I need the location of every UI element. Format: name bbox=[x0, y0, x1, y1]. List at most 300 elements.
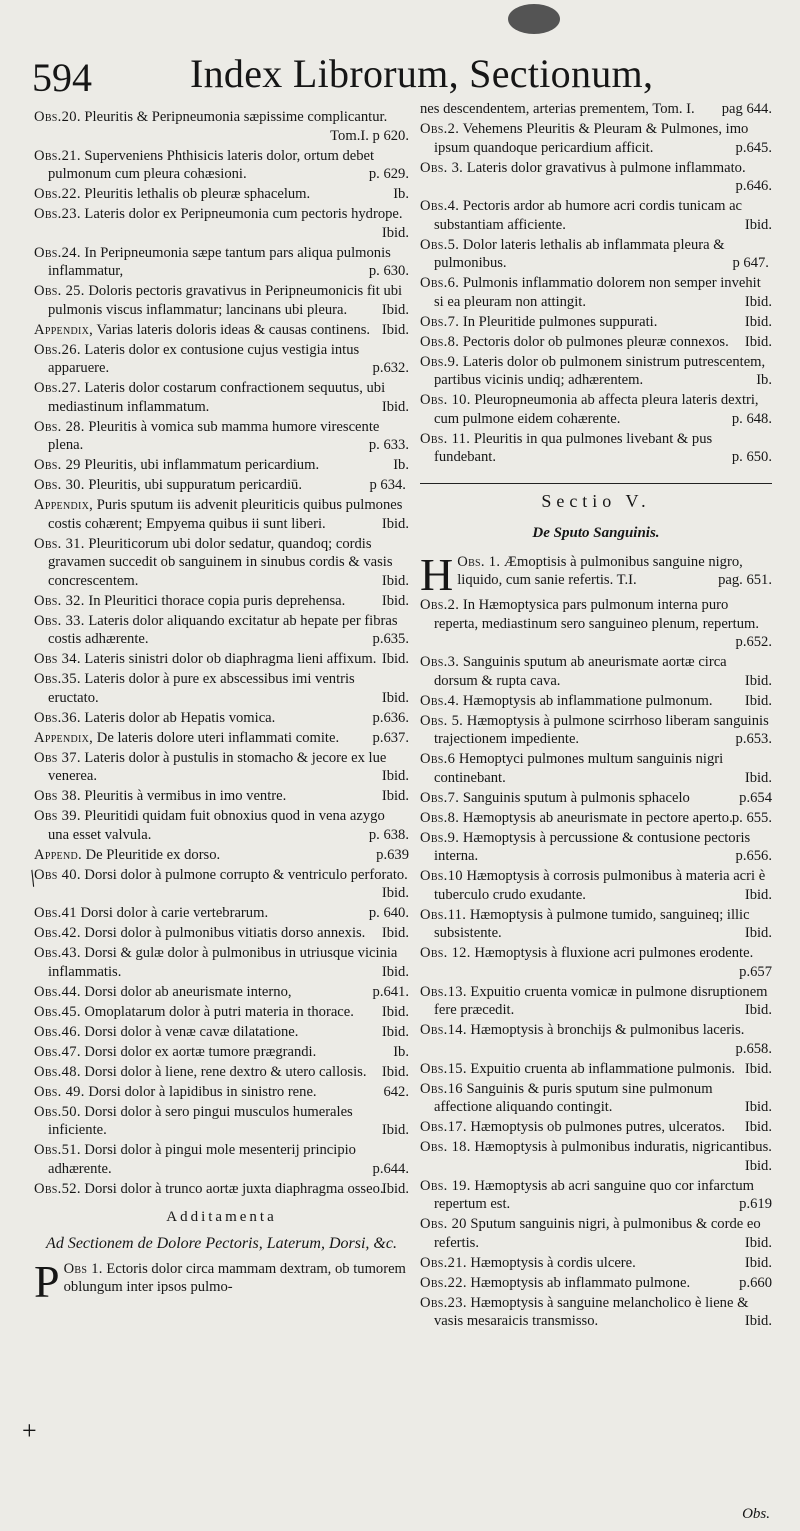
entry-ref: Ibid. bbox=[744, 1002, 772, 1018]
entry-ref: Ibid. bbox=[744, 1234, 772, 1251]
index-entry bbox=[420, 1021, 772, 1058]
entry-label: Obs. 30. bbox=[34, 477, 85, 493]
entry-text: Hæmoptysis à sanguine melancholico è liene & vasis mesaraicis transmisso. bbox=[434, 1294, 749, 1329]
entry-label: Appendix, bbox=[34, 321, 94, 338]
entry-label: Obs.7. bbox=[420, 313, 460, 330]
entry-label: Obs.24. bbox=[34, 244, 81, 261]
index-entry bbox=[34, 983, 409, 1002]
additamenta-title: Additamenta bbox=[166, 1209, 277, 1225]
entry-label: Obs.2. bbox=[420, 597, 460, 613]
drop-cap: H bbox=[420, 548, 454, 600]
index-entry bbox=[34, 185, 409, 204]
index-entry bbox=[34, 456, 409, 475]
entry-ref: p.641. bbox=[372, 983, 409, 1000]
entry-text: Dorsi dolor à venæ cavæ dilatatione. bbox=[84, 1023, 299, 1040]
entry-ref: Ibid. bbox=[744, 1099, 772, 1115]
entry-label: Obs. 19. bbox=[420, 1177, 471, 1194]
index-entry bbox=[34, 709, 409, 728]
entry-label: Obs.7. bbox=[420, 789, 460, 806]
section-title: Sectio V. bbox=[541, 490, 651, 511]
index-entry bbox=[420, 906, 772, 943]
index-entry bbox=[34, 321, 409, 340]
entry-label: Obs.2. bbox=[420, 121, 460, 137]
entry-label: Obs.41 bbox=[34, 905, 77, 921]
section-first-entry bbox=[420, 548, 772, 600]
entry-ref: Ibid. bbox=[744, 313, 772, 330]
index-entry bbox=[34, 924, 409, 943]
index-entry bbox=[34, 944, 409, 981]
index-entry bbox=[34, 1063, 409, 1082]
entry-text: Hæmoptysis ab aneurismate in pectore aperto. bbox=[462, 809, 733, 826]
entry-text: Pleuritis in qua pulmones livebant & pus fundebant. bbox=[434, 430, 713, 465]
entry-text: Pectoris dolor ob pulmones pleuræ connexos. bbox=[462, 333, 729, 350]
index-entry bbox=[420, 353, 772, 390]
entry-ref: Tom.I. p 620. bbox=[330, 127, 409, 144]
entry-text: Sputum sanguinis nigri, à pulmonibus & corde eo refertis. bbox=[434, 1216, 761, 1251]
entry-label: Obs.22. bbox=[34, 186, 81, 202]
entry-label: Obs 40. bbox=[34, 866, 81, 883]
entry-ref: Ibid. bbox=[381, 885, 409, 901]
entry-text: Dorsi dolor à pulmonibus vitiatis dorso annexis. bbox=[84, 925, 366, 941]
index-entry bbox=[420, 692, 772, 711]
index-entry bbox=[34, 866, 409, 903]
entry-label: Obs.46. bbox=[34, 1023, 81, 1040]
entry-label: Obs.8. bbox=[420, 333, 460, 350]
entry-ref: Ibid. bbox=[744, 1060, 772, 1077]
entry-ref: Ibid. bbox=[744, 216, 772, 233]
entry-ref: Ibid. bbox=[381, 1003, 409, 1020]
entry-ref: Ibid. bbox=[744, 293, 772, 310]
entry-text: Dorsi dolor à sero pingui musculos humerales inficiente. bbox=[48, 1103, 353, 1138]
entry-label: Obs.45. bbox=[34, 1003, 81, 1020]
entry-text: De lateris dolore uteri inflammati comite. bbox=[96, 729, 340, 746]
entry-ref: p. 629. bbox=[368, 166, 409, 182]
entry-text: nes descendentem, arterias prementem, Tom. I. bbox=[420, 101, 695, 117]
entry-text: Dorsi dolor à lapidibus in sinistro rene. bbox=[88, 1083, 317, 1100]
entry-text: Dorsi dolor à pingui mole mesenterij principio adhærente. bbox=[48, 1142, 356, 1177]
entry-ref: Ibid. bbox=[381, 651, 409, 667]
index-entry bbox=[34, 670, 409, 707]
right-top-entries bbox=[420, 100, 772, 467]
entry-text: Superveniens Phthisicis lateris dolor, ortum debet pulmonum cum pleura cohæsioni. bbox=[48, 147, 375, 182]
entry-label: Obs.11. bbox=[420, 906, 467, 923]
entry-text: Hæmoptysis à pulmone tumido, sanguineq; illic subsistente. bbox=[434, 906, 750, 941]
entry-text: Pectoris ardor ab humore acri cordis tunicam ac substantiam afficiente. bbox=[434, 198, 743, 233]
entry-text: Lateris dolor à pustulis in stomacho & jecore ex lue venerea. bbox=[48, 749, 387, 784]
entry-ref: Ibid. bbox=[381, 1180, 409, 1197]
entry-label: Obs.10 bbox=[420, 868, 463, 884]
entry-ref: Ibid. bbox=[381, 925, 409, 941]
index-entry bbox=[34, 846, 409, 865]
entry-label: Obs.51. bbox=[34, 1142, 81, 1158]
entry-text: Pleuritis, ubi inflammatum pericardium. bbox=[84, 457, 320, 473]
index-entry bbox=[420, 809, 772, 828]
entry-ref: Ibid. bbox=[381, 768, 409, 784]
entry-ref: p.636. bbox=[372, 709, 409, 726]
entry-ref: p.645. bbox=[735, 139, 772, 156]
entry-label: Obs.17. bbox=[420, 1119, 467, 1135]
entry-ref: Ib. bbox=[756, 372, 772, 388]
entry-label: Obs.6 bbox=[420, 751, 456, 767]
drop-cap: P bbox=[34, 1255, 60, 1307]
index-entry bbox=[420, 789, 772, 808]
entry-text: Sanguinis sputum à pulmonis sphacelo bbox=[462, 789, 690, 806]
section-subtitle: De Sputo Sanguinis. bbox=[532, 525, 660, 541]
entry-ref: p.639 bbox=[376, 846, 409, 863]
entry-ref: Ib. bbox=[393, 186, 409, 202]
entry-text: Pleuritis, ubi suppuratum pericardiū. bbox=[88, 477, 302, 493]
entry-text: Dorsi & gulæ dolor à pulmonibus in utriusque vicinia inflammatis. bbox=[48, 945, 398, 980]
index-entry bbox=[34, 1180, 409, 1199]
entry-text: Dorsi dolor à carie vertebrarum. bbox=[80, 905, 269, 921]
entry-text: Hemoptyci pulmones multum sanguinis nigri continebant. bbox=[434, 751, 724, 786]
entry-ref: p.654 bbox=[739, 789, 772, 806]
entry-label: Obs 1. bbox=[63, 1260, 103, 1277]
index-entry bbox=[34, 282, 409, 319]
index-entry bbox=[34, 496, 409, 533]
entry-text: De Pleuritide ex dorso. bbox=[85, 846, 221, 863]
index-entry bbox=[420, 983, 772, 1020]
entry-label: Obs 38. bbox=[34, 788, 81, 804]
index-entry bbox=[420, 596, 772, 652]
index-entry bbox=[420, 1060, 772, 1079]
entry-ref: p. 638. bbox=[368, 826, 409, 843]
index-entry bbox=[34, 1003, 409, 1022]
entry-text: Expuitio cruenta ab inflammatione pulmonis. bbox=[470, 1060, 736, 1077]
entry-ref: Ibid. bbox=[381, 592, 409, 609]
index-entry bbox=[34, 749, 409, 786]
entry-label: Obs.9. bbox=[420, 829, 460, 846]
index-entry bbox=[34, 205, 409, 242]
entry-ref: Ibid. bbox=[744, 1313, 772, 1329]
entry-ref: Ibid. bbox=[744, 672, 772, 689]
entry-text: Hæmoptysis à bronchijs & pulmonibus laceris. bbox=[470, 1022, 745, 1038]
entry-label: Obs.35. bbox=[34, 671, 81, 687]
index-entry bbox=[420, 313, 772, 332]
entry-ref: pag 644. bbox=[721, 101, 772, 117]
entry-label: Obs.52. bbox=[34, 1180, 81, 1197]
entry-ref: Ibid. bbox=[381, 572, 409, 589]
index-entry bbox=[420, 1254, 772, 1273]
entry-label: Obs. 5. bbox=[420, 712, 464, 729]
page-number: 594 bbox=[32, 55, 92, 100]
index-entry bbox=[420, 159, 772, 196]
entry-ref: Ibid. bbox=[744, 1254, 772, 1271]
entry-ref: Ibid. bbox=[744, 1157, 772, 1174]
entry-label: Obs.47. bbox=[34, 1043, 81, 1060]
entry-text: Pleuriticorum ubi dolor sedatur, quandoq; cordis gravamen succedit ob sanguinem in sinubus cordis & vasis concrescentem. bbox=[48, 535, 393, 589]
entry-text: Hæmoptysis à corrosis pulmonibus à materia acri è tuberculo crudo exudante. bbox=[434, 868, 766, 903]
entry-text: Lateris dolor gravativus à pulmone inflammato. bbox=[466, 159, 746, 176]
entry-ref: p.657 bbox=[739, 963, 772, 980]
entry-text: Dolor lateris lethalis ab inflammata pleura & pulmonibus. bbox=[434, 236, 725, 271]
entry-ref: Ibid. bbox=[744, 925, 772, 941]
entry-label: Appendix, bbox=[34, 497, 94, 513]
index-entry bbox=[420, 391, 772, 428]
entry-label: Obs.21. bbox=[34, 147, 81, 164]
entry-text: Expuitio cruenta vomicæ in pulmone disruptionem fere præcedit. bbox=[434, 983, 768, 1018]
index-entry bbox=[34, 418, 409, 455]
entry-label: Obs.9. bbox=[420, 353, 460, 370]
entry-label: Obs. 18. bbox=[420, 1139, 471, 1155]
entry-label: Obs.3. bbox=[420, 654, 460, 670]
entry-label: Obs.27. bbox=[34, 380, 81, 396]
entry-label: Obs.22. bbox=[420, 1274, 467, 1291]
entry-ref: p. 650. bbox=[731, 449, 772, 465]
entry-label: Append. bbox=[34, 846, 82, 863]
entry-ref: Ibid. bbox=[744, 1119, 772, 1135]
index-entry bbox=[420, 333, 772, 352]
entry-text: Dorsi dolor ex aortæ tumore prægrandi. bbox=[84, 1043, 317, 1060]
index-entry bbox=[420, 274, 772, 311]
entry-text: Pulmonis inflammatio dolorem non semper invehit si ea pleuram non attingit. bbox=[434, 275, 761, 310]
entry-label: Obs.48. bbox=[34, 1063, 81, 1080]
entry-text: Lateris dolor aliquando excitatur ab hepate per fibras costis adhærente. bbox=[48, 612, 398, 647]
entry-ref: p 647. bbox=[732, 255, 769, 271]
cross-mark: + bbox=[22, 1416, 37, 1445]
entry-ref: Ibid. bbox=[744, 333, 772, 350]
entry-text: Omoplatarum dolor à putri materia in thorace. bbox=[84, 1003, 354, 1020]
entry-text: Puris sputum iis advenit pleuriticis quibus pulmones costis cohærent; Empyema quibus ii sunt liberi. bbox=[48, 497, 403, 532]
ink-blot bbox=[508, 4, 560, 34]
index-entry bbox=[420, 236, 772, 273]
index-entry bbox=[420, 430, 772, 467]
left-column bbox=[34, 108, 409, 1307]
index-entry bbox=[420, 653, 772, 690]
entry-ref: p. 655. bbox=[731, 809, 772, 826]
entry-text: Ectoris dolor circa mammam dextram, ob tumorem oblungum inter ipsos pulmo- bbox=[63, 1260, 406, 1295]
entry-text: Lateris dolor ab Hepatis vomica. bbox=[84, 709, 276, 726]
entry-label: Obs. 29 bbox=[34, 457, 81, 473]
entry-ref: p. 648. bbox=[731, 410, 772, 427]
index-entry bbox=[34, 108, 409, 145]
entry-text: Hæmoptysis à cordis ulcere. bbox=[470, 1254, 636, 1271]
index-entry bbox=[34, 1023, 409, 1042]
entry-label: Obs.23. bbox=[420, 1294, 467, 1311]
entry-text: Pleuritis & Peripneumonia sæpissime complicantur. bbox=[84, 109, 388, 125]
entry-text: In Hæmoptysica pars pulmonum interna puro reperta, mediastinum sero sanguineo plenum, repertum. bbox=[434, 597, 760, 632]
entry-label: Obs. 25. bbox=[34, 283, 85, 299]
entry-ref: Ibid. bbox=[381, 398, 409, 415]
entry-label: Obs. 1. bbox=[457, 553, 501, 570]
entry-ref: Ib. bbox=[393, 1043, 409, 1060]
entry-label: Obs.42. bbox=[34, 925, 81, 941]
entry-text: Sanguinis & puris sputum sine pulmonum affectione aliquando contingit. bbox=[434, 1080, 713, 1115]
entry-label: Obs.23. bbox=[34, 206, 81, 222]
entry-label: Obs. 31. bbox=[34, 535, 85, 552]
entry-text: Lateris sinistri dolor ob diaphragma lieni affixum. bbox=[84, 651, 377, 667]
entry-ref: p.658. bbox=[735, 1040, 772, 1057]
entry-text: Hæmoptysis ab acri sanguine quo cor infarctum repertum est. bbox=[434, 1177, 755, 1212]
index-entry bbox=[420, 100, 772, 119]
right-column bbox=[420, 100, 772, 1332]
entry-text: Vehemens Pleuritis & Pleuram & Pulmones, imo ipsum quandoque pericardium afficit. bbox=[434, 121, 749, 156]
right-bottom-entries bbox=[420, 596, 772, 1331]
index-entry bbox=[420, 197, 772, 234]
index-entry bbox=[420, 944, 772, 981]
entry-ref: Ib. bbox=[393, 457, 409, 473]
entry-label: Obs.43. bbox=[34, 945, 81, 961]
entry-ref: p.637. bbox=[372, 729, 409, 746]
index-entry bbox=[34, 1103, 409, 1140]
index-entry bbox=[420, 1080, 772, 1117]
entry-label: Obs.4. bbox=[420, 198, 460, 214]
entry-label: Obs. 33. bbox=[34, 612, 85, 629]
entry-text: Dorsi dolor à pulmone corrupto & ventriculo perforato. bbox=[84, 866, 408, 883]
entry-ref: Ibid. bbox=[381, 301, 409, 318]
entry-text: Æmoptisis à pulmonibus sanguine nigro, liquido, cum sanie refertis. T.I. bbox=[457, 553, 743, 588]
entry-ref: p.653. bbox=[735, 731, 772, 747]
index-entry bbox=[420, 829, 772, 866]
index-entry bbox=[34, 807, 409, 844]
entry-label: Obs. 11. bbox=[420, 430, 471, 447]
left-entries bbox=[34, 108, 409, 1198]
index-entry bbox=[34, 729, 409, 748]
index-entry bbox=[34, 1141, 409, 1178]
entry-ref: Ibid. bbox=[381, 963, 409, 980]
index-entry bbox=[420, 1138, 772, 1175]
index-entry bbox=[34, 1043, 409, 1062]
index-entry bbox=[420, 867, 772, 904]
index-entry bbox=[34, 147, 409, 184]
entry-label: Obs.36. bbox=[34, 709, 81, 726]
entry-text: Dorsi dolor ab aneurismate interno, bbox=[84, 983, 292, 1000]
entry-text: Hæmoptysis à pulmonibus induratis, nigricantibus. bbox=[474, 1139, 772, 1155]
entry-text: Varias lateris doloris ideas & causas continens. bbox=[96, 321, 371, 338]
index-entry bbox=[34, 535, 409, 591]
entry-label: Obs. 49. bbox=[34, 1083, 85, 1100]
margin-tick-mark: / bbox=[24, 865, 42, 893]
entry-ref: p.652. bbox=[735, 634, 772, 650]
entry-text: Pleuritis à vermibus in imo ventre. bbox=[84, 788, 287, 804]
entry-ref: p.660 bbox=[739, 1274, 772, 1291]
entry-text: In Pleuritici thorace copia puris deprehensa. bbox=[88, 592, 346, 609]
entry-label: Obs.20. bbox=[34, 109, 81, 125]
entry-text: Lateris dolor ex contusione cujus vestigia intus apparuere. bbox=[48, 341, 360, 376]
entry-label: Appendix, bbox=[34, 729, 94, 746]
entry-ref: Ibid. bbox=[381, 788, 409, 804]
index-entry bbox=[34, 904, 409, 923]
index-entry bbox=[34, 244, 409, 281]
entry-text: Hæmoptysis à pulmone scirrhoso liberam sanguinis trajectionem impediente. bbox=[434, 712, 769, 747]
entry-label: Obs.14. bbox=[420, 1022, 467, 1038]
entry-ref: p. 633. bbox=[368, 437, 409, 453]
entry-ref: p 634. bbox=[369, 477, 406, 493]
additamenta-subtitle: Ad Sectionem de Dolore Pectoris, Laterum, Dorsi, &c. bbox=[46, 1234, 397, 1252]
entry-label: Obs 39. bbox=[34, 808, 81, 824]
index-entry bbox=[34, 592, 409, 611]
entry-text: Doloris pectoris gravativus in Peripneumonicis fit ubi pulmonis viscus inflammatur; lancinans ubi pleura. bbox=[48, 283, 403, 318]
entry-ref: Ibid. bbox=[381, 689, 409, 706]
entry-label: Obs.21. bbox=[420, 1254, 467, 1271]
entry-ref: Ibid. bbox=[381, 1122, 409, 1138]
entry-ref: Ibid. bbox=[381, 224, 409, 241]
entry-ref: Ibid. bbox=[381, 321, 409, 338]
entry-label: Obs.5. bbox=[420, 236, 460, 253]
entry-text: Hæmoptysis ab inflammato pulmone. bbox=[470, 1274, 691, 1291]
entry-ref: Ibid. bbox=[381, 1063, 409, 1080]
index-entry bbox=[420, 750, 772, 787]
entry-ref: p.632. bbox=[372, 360, 409, 376]
index-entry bbox=[420, 1294, 772, 1331]
entry-label: Obs.16 bbox=[420, 1080, 463, 1097]
entry-label: Obs.4. bbox=[420, 692, 460, 709]
entry-label: Obs. 20 bbox=[420, 1216, 467, 1232]
entry-ref: Ibid. bbox=[744, 769, 772, 786]
entry-text: Hæmoptysis à fluxione acri pulmones erodente. bbox=[474, 945, 754, 961]
entry-label: Obs.6. bbox=[420, 275, 460, 291]
entry-text: In Pleuritide pulmones suppurati. bbox=[462, 313, 658, 330]
entry-ref: Ibid. bbox=[381, 515, 409, 532]
entry-label: Obs.8. bbox=[420, 809, 460, 826]
entry-text: Hæmoptysis ob pulmones putres, ulceratos. bbox=[470, 1119, 725, 1135]
entry-text: In Peripneumonia sæpe tantum pars aliqua pulmonis inflammatur, bbox=[48, 244, 391, 279]
index-entry bbox=[420, 120, 772, 157]
index-entry bbox=[34, 379, 409, 416]
index-entry bbox=[34, 612, 409, 649]
entry-text: Hæmoptysis ab inflammatione pulmonum. bbox=[462, 692, 713, 709]
entry-ref: 642. bbox=[383, 1083, 409, 1100]
entry-ref: Ibid. bbox=[744, 886, 772, 903]
running-head: Index Librorum, Sectionum, bbox=[190, 51, 654, 96]
index-entry bbox=[34, 476, 409, 495]
entry-ref: p. 630. bbox=[368, 263, 409, 279]
entry-text: Dorsi dolor à liene, rene dextro & utero callosis. bbox=[84, 1063, 367, 1080]
entry-text: Lateris dolor costarum confractionem sequutus, ubi mediastinum inflammatum. bbox=[48, 380, 386, 415]
entry-ref: p. 640. bbox=[368, 905, 409, 921]
entry-text: Dorsi dolor à trunco aortæ juxta diaphragma osseo. bbox=[84, 1180, 384, 1197]
entry-label: Obs 37. bbox=[34, 749, 81, 766]
entry-ref: p.635. bbox=[372, 631, 409, 647]
index-entry bbox=[420, 1274, 772, 1293]
catchword: Obs. bbox=[742, 1506, 770, 1522]
entry-label: Obs.50. bbox=[34, 1103, 81, 1120]
entry-label: Obs. 3. bbox=[420, 159, 464, 176]
entry-ref: Ibid. bbox=[744, 692, 772, 709]
entry-text: Lateris dolor ex Peripneumonia cum pectoris hydrope. bbox=[84, 206, 403, 222]
entry-ref: p.619 bbox=[739, 1196, 772, 1212]
index-entry bbox=[34, 1083, 409, 1102]
index-entry bbox=[34, 787, 409, 806]
entry-label: Obs 34. bbox=[34, 651, 81, 667]
entry-ref: p.646. bbox=[735, 178, 772, 194]
entry-label: Obs. 32. bbox=[34, 592, 85, 609]
entry-label: Obs. 12. bbox=[420, 945, 471, 961]
entry-text: Lateris dolor ob pulmonem sinistrum putrescentem, partibus vicinis undiq; adhærentem. bbox=[434, 353, 766, 388]
section-rule bbox=[420, 483, 772, 484]
additamenta-first-entry bbox=[34, 1255, 409, 1307]
entry-label: Obs.26. bbox=[34, 341, 81, 358]
entry-label: Obs. 28. bbox=[34, 418, 85, 435]
entry-text: Pleuritidi quidam fuit obnoxius quod in vena azygo una esset valvula. bbox=[48, 808, 385, 843]
index-entry bbox=[420, 712, 772, 749]
entry-text: Hæmoptysis à percussione & contusione pectoris interna. bbox=[434, 829, 751, 864]
entry-ref: pag. 651. bbox=[718, 572, 772, 588]
entry-label: Obs.44. bbox=[34, 983, 81, 1000]
entry-ref: p.656. bbox=[735, 848, 772, 864]
entry-text: Pleuritis lethalis ob pleuræ sphacelum. bbox=[84, 186, 311, 202]
entry-label: Obs.13. bbox=[420, 983, 467, 1000]
index-entry bbox=[34, 341, 409, 378]
entry-ref: Ibid. bbox=[381, 1023, 409, 1040]
entry-text: Pleuropneumonia ab affecta pleura lateris dextri, cum pulmone eidem cohærente. bbox=[434, 392, 759, 427]
index-entry bbox=[34, 650, 409, 669]
entry-label: Obs. 10. bbox=[420, 392, 471, 408]
index-entry bbox=[420, 1177, 772, 1214]
entry-label: Obs.15. bbox=[420, 1060, 467, 1077]
index-entry bbox=[420, 1215, 772, 1252]
entry-text: Lateris dolor à pure ex abscessibus imi ventris eructato. bbox=[48, 671, 355, 706]
